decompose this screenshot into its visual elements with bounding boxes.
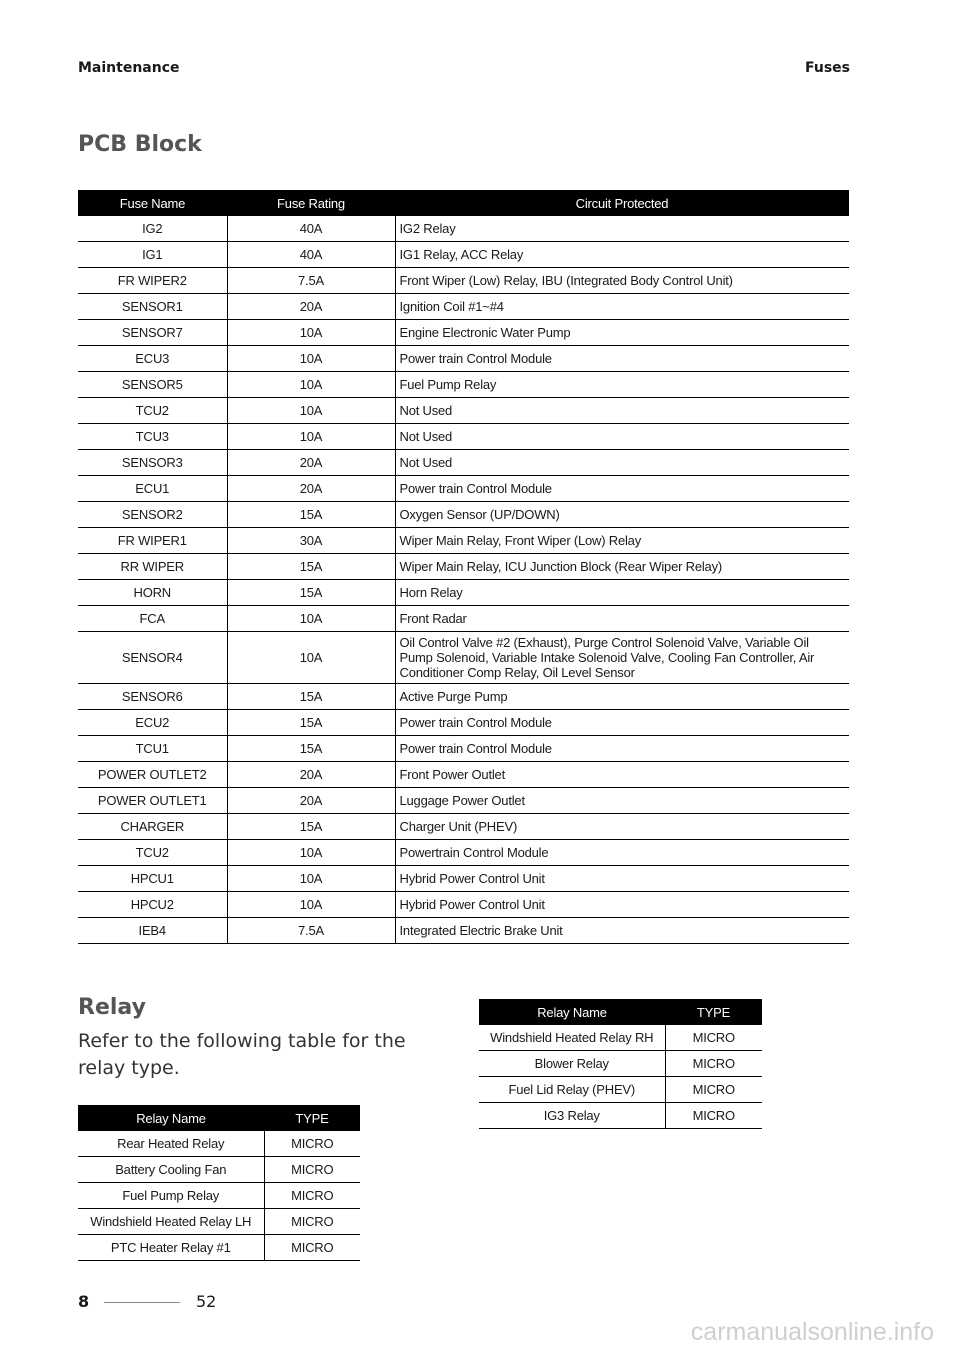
- relay-name-cell: Windshield Heated Relay RH: [479, 1025, 665, 1051]
- table-row: [78, 346, 849, 372]
- relay-type-cell: MICRO: [665, 1025, 762, 1051]
- relay-name-cell: Fuel Lid Relay (PHEV): [479, 1077, 665, 1103]
- fuse-name-cell: FR WIPER2: [78, 268, 227, 294]
- header-section-label: Maintenance: [78, 60, 180, 76]
- table-row: [78, 892, 849, 918]
- relay-name-cell: Battery Cooling Fan: [78, 1157, 264, 1183]
- table-row: [78, 840, 849, 866]
- fuse-name-cell: POWER OUTLET1: [78, 788, 227, 814]
- fuse-rating-cell: 10A: [227, 866, 395, 892]
- footer-divider: [104, 1302, 180, 1303]
- fuse-name-cell: HPCU2: [78, 892, 227, 918]
- circuit-protected-cell: Wiper Main Relay, ICU Junction Block (Rear Wiper Relay): [395, 554, 849, 580]
- table-row: [78, 502, 849, 528]
- relay-type-cell: MICRO: [665, 1051, 762, 1077]
- fuse-rating-cell: 7.5A: [227, 918, 395, 944]
- circuit-protected-cell: Integrated Electric Brake Unit: [395, 918, 849, 944]
- table-header-row: [78, 190, 849, 216]
- fuse-rating-cell: 10A: [227, 606, 395, 632]
- table-row: [78, 684, 849, 710]
- fuse-name-cell: TCU3: [78, 424, 227, 450]
- pcb-fuse-table: [78, 190, 849, 944]
- fuse-rating-cell: 15A: [227, 684, 395, 710]
- fuse-rating-cell: 40A: [227, 242, 395, 268]
- fuse-name-cell: FCA: [78, 606, 227, 632]
- column-header-circuit-protected: Circuit Protected: [395, 190, 849, 216]
- table-row: [78, 450, 849, 476]
- table-row: [479, 1025, 762, 1051]
- circuit-protected-cell: Wiper Main Relay, Front Wiper (Low) Relay: [395, 528, 849, 554]
- fuse-name-cell: TCU2: [78, 398, 227, 424]
- table-row: [78, 294, 849, 320]
- table-row: [78, 762, 849, 788]
- fuse-rating-cell: 20A: [227, 450, 395, 476]
- header-topic-label: Fuses: [805, 60, 850, 76]
- relay-intro-text: Refer to the following table for the relay type.: [78, 1030, 406, 1079]
- table-row: [78, 216, 849, 242]
- circuit-protected-cell: IG1 Relay, ACC Relay: [395, 242, 849, 268]
- circuit-protected-cell: Ignition Coil #1~#4: [395, 294, 849, 320]
- circuit-protected-cell: Power train Control Module: [395, 736, 849, 762]
- relay-name-cell: Rear Heated Relay: [78, 1131, 264, 1157]
- table-row: [479, 1077, 762, 1103]
- fuse-name-cell: ECU2: [78, 710, 227, 736]
- fuse-name-cell: HPCU1: [78, 866, 227, 892]
- table-row: [78, 1157, 360, 1183]
- watermark-text: carmanualsonline.info: [690, 1318, 934, 1346]
- circuit-protected-cell: Front Power Outlet: [395, 762, 849, 788]
- fuse-rating-cell: 10A: [227, 346, 395, 372]
- fuse-name-cell: IEB4: [78, 918, 227, 944]
- table-row: [78, 814, 849, 840]
- circuit-protected-cell: Engine Electronic Water Pump: [395, 320, 849, 346]
- fuse-rating-cell: 10A: [227, 398, 395, 424]
- table-row: [78, 1131, 360, 1157]
- table-row: [78, 528, 849, 554]
- relay-table-right: [479, 999, 762, 1129]
- fuse-rating-cell: 10A: [227, 892, 395, 918]
- table-row: [78, 788, 849, 814]
- column-header-type: TYPE: [264, 1105, 360, 1131]
- fuse-rating-cell: 15A: [227, 554, 395, 580]
- table-row: [78, 580, 849, 606]
- fuse-rating-cell: 20A: [227, 788, 395, 814]
- fuse-name-cell: ECU1: [78, 476, 227, 502]
- fuse-name-cell: FR WIPER1: [78, 528, 227, 554]
- fuse-rating-cell: 10A: [227, 372, 395, 398]
- circuit-protected-cell: Power train Control Module: [395, 710, 849, 736]
- table-row: [78, 372, 849, 398]
- relay-type-cell: MICRO: [264, 1157, 360, 1183]
- relay-type-cell: MICRO: [665, 1077, 762, 1103]
- circuit-protected-cell: Luggage Power Outlet: [395, 788, 849, 814]
- table-row: [479, 1103, 762, 1129]
- table-row: [78, 736, 849, 762]
- table-header-row: [479, 999, 762, 1025]
- fuse-rating-cell: 10A: [227, 840, 395, 866]
- column-header-relay-name: Relay Name: [479, 999, 665, 1025]
- fuse-name-cell: TCU2: [78, 840, 227, 866]
- table-row: [78, 554, 849, 580]
- fuse-name-cell: SENSOR5: [78, 372, 227, 398]
- circuit-protected-cell: Power train Control Module: [395, 476, 849, 502]
- circuit-protected-cell: Power train Control Module: [395, 346, 849, 372]
- relay-name-cell: PTC Heater Relay #1: [78, 1235, 264, 1261]
- table-row: [78, 1235, 360, 1261]
- relay-name-cell: IG3 Relay: [479, 1103, 665, 1129]
- fuse-name-cell: POWER OUTLET2: [78, 762, 227, 788]
- fuse-name-cell: IG2: [78, 216, 227, 242]
- circuit-protected-cell: Hybrid Power Control Unit: [395, 866, 849, 892]
- fuse-name-cell: TCU1: [78, 736, 227, 762]
- fuse-name-cell: SENSOR6: [78, 684, 227, 710]
- relay-type-cell: MICRO: [665, 1103, 762, 1129]
- fuse-name-cell: RR WIPER: [78, 554, 227, 580]
- fuse-name-cell: SENSOR2: [78, 502, 227, 528]
- fuse-name-cell: CHARGER: [78, 814, 227, 840]
- relay-type-cell: MICRO: [264, 1235, 360, 1261]
- table-row: [78, 1183, 360, 1209]
- fuse-rating-cell: 15A: [227, 814, 395, 840]
- page-number: 52: [196, 1292, 217, 1311]
- column-header-fuse-rating: Fuse Rating: [227, 190, 395, 216]
- circuit-protected-cell: Horn Relay: [395, 580, 849, 606]
- circuit-protected-cell: Not Used: [395, 450, 849, 476]
- relay-name-cell: Windshield Heated Relay LH: [78, 1209, 264, 1235]
- table-row: [78, 710, 849, 736]
- fuse-rating-cell: 10A: [227, 424, 395, 450]
- fuse-rating-cell: 40A: [227, 216, 395, 242]
- relay-name-cell: Blower Relay: [479, 1051, 665, 1077]
- table-row: [78, 918, 849, 944]
- fuse-name-cell: SENSOR3: [78, 450, 227, 476]
- table-row: [78, 606, 849, 632]
- fuse-name-cell: SENSOR7: [78, 320, 227, 346]
- fuse-name-cell: IG1: [78, 242, 227, 268]
- fuse-rating-cell: 15A: [227, 580, 395, 606]
- fuse-rating-cell: 20A: [227, 476, 395, 502]
- fuse-rating-cell: 30A: [227, 528, 395, 554]
- circuit-protected-cell: Active Purge Pump: [395, 684, 849, 710]
- circuit-protected-cell: Fuel Pump Relay: [395, 372, 849, 398]
- table-row: [78, 632, 849, 684]
- table-row: [78, 398, 849, 424]
- fuse-rating-cell: 20A: [227, 294, 395, 320]
- circuit-protected-cell: Hybrid Power Control Unit: [395, 892, 849, 918]
- column-header-relay-name: Relay Name: [78, 1105, 264, 1131]
- relay-type-cell: MICRO: [264, 1131, 360, 1157]
- fuse-rating-cell: 10A: [227, 320, 395, 346]
- circuit-protected-cell: Not Used: [395, 398, 849, 424]
- fuse-rating-cell: 10A: [227, 632, 395, 684]
- table-row: [78, 476, 849, 502]
- table-row: [78, 242, 849, 268]
- relay-type-cell: MICRO: [264, 1183, 360, 1209]
- circuit-protected-cell: Oxygen Sensor (UP/DOWN): [395, 502, 849, 528]
- circuit-protected-cell: Front Wiper (Low) Relay, IBU (Integrated Body Control Unit): [395, 268, 849, 294]
- column-header-fuse-name: Fuse Name: [78, 190, 227, 216]
- fuse-rating-cell: 15A: [227, 736, 395, 762]
- table-row: [78, 320, 849, 346]
- relay-table-left: [78, 1105, 360, 1261]
- table-row: [78, 866, 849, 892]
- circuit-protected-cell: Charger Unit (PHEV): [395, 814, 849, 840]
- relay-name-cell: Fuel Pump Relay: [78, 1183, 264, 1209]
- table-row: [78, 1209, 360, 1235]
- table-header-row: [78, 1105, 360, 1131]
- circuit-protected-cell: Front Radar: [395, 606, 849, 632]
- circuit-protected-cell: IG2 Relay: [395, 216, 849, 242]
- circuit-protected-cell: Powertrain Control Module: [395, 840, 849, 866]
- chapter-number: 8: [78, 1292, 90, 1311]
- column-header-type: TYPE: [665, 999, 762, 1025]
- relay-type-cell: MICRO: [264, 1209, 360, 1235]
- fuse-rating-cell: 15A: [227, 502, 395, 528]
- circuit-protected-cell: Oil Control Valve #2 (Exhaust), Purge Control Solenoid Valve, Variable Oil Pump Solenoid, Variable Intake Solenoid Valve, Cooling Fan Controller, Air Conditioner Comp Relay, Oil Level Sensor: [395, 632, 849, 684]
- fuse-name-cell: HORN: [78, 580, 227, 606]
- fuse-rating-cell: 20A: [227, 762, 395, 788]
- pcb-block-title: PCB Block: [78, 132, 202, 157]
- fuse-name-cell: ECU3: [78, 346, 227, 372]
- fuse-name-cell: SENSOR4: [78, 632, 227, 684]
- table-row: [78, 424, 849, 450]
- fuse-rating-cell: 7.5A: [227, 268, 395, 294]
- table-row: [78, 268, 849, 294]
- fuse-rating-cell: 15A: [227, 710, 395, 736]
- table-row: [479, 1051, 762, 1077]
- circuit-protected-cell: Not Used: [395, 424, 849, 450]
- fuse-name-cell: SENSOR1: [78, 294, 227, 320]
- relay-section-title: Relay: [78, 995, 146, 1020]
